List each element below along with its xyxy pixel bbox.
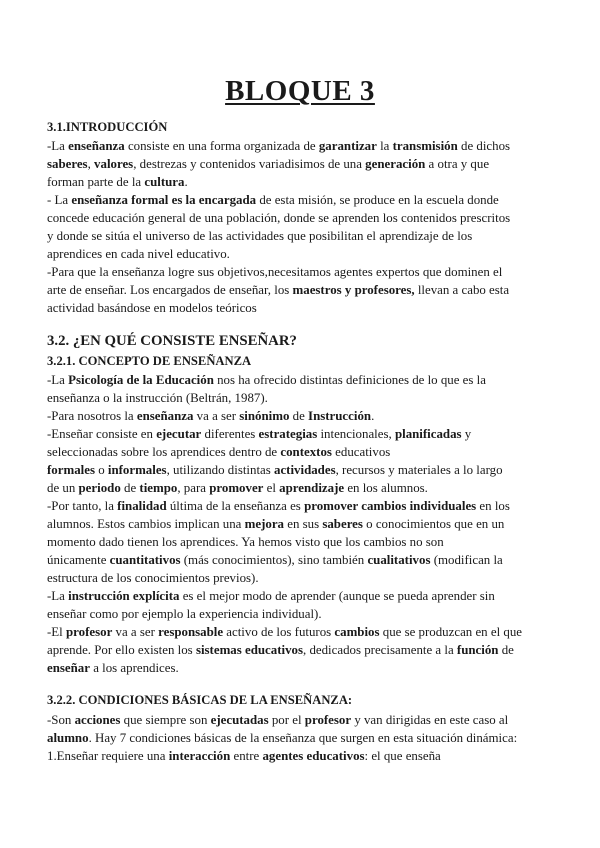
text-run: -Para que la enseñanza logre sus objetivos,necesitamos agentes expertos que dominen el: [47, 265, 503, 279]
bold-term: profesor: [304, 713, 352, 727]
bold-term: ejecutar: [156, 427, 202, 441]
bold-term: promover cambios individuales: [304, 499, 477, 513]
text-run: ,: [87, 157, 95, 171]
bold-term: agentes educativos: [262, 749, 365, 763]
text-run: que siempre son: [120, 713, 211, 727]
text-run: -Por tanto, la: [47, 499, 118, 513]
text-run: -La: [47, 139, 69, 153]
text-run: -La: [47, 373, 69, 387]
bold-term: acciones: [74, 713, 121, 727]
bold-term: aprendizaje: [279, 481, 345, 495]
text-run: enseñar como por ejemplo la experiencia individual).: [47, 607, 322, 621]
text-line: [47, 515, 504, 533]
text-run: aprende. Por ello existen los: [47, 643, 196, 657]
text-line: [47, 245, 230, 263]
text-run: -Para nosotros la: [47, 409, 137, 423]
text-run: y donde se sitúa el universo de las actividades que posibilitan el aprendizaje de los: [47, 229, 473, 243]
text-run: forman parte de la: [47, 175, 145, 189]
text-run: , para: [177, 481, 210, 495]
bold-term: enseñanza: [68, 139, 125, 153]
text-run: última de la enseñanza es: [166, 499, 305, 513]
text-run: arte de enseñar. Los encargados de enseñar, los: [47, 283, 293, 297]
text-run: -Enseñar consiste en: [47, 427, 157, 441]
text-run: estructura de los conocimientos previos).: [47, 571, 259, 585]
text-run: diferentes: [201, 427, 259, 441]
text-line: [47, 641, 514, 659]
text-line: [47, 155, 489, 173]
text-line: [47, 137, 510, 155]
bold-term: instrucción explícita: [68, 589, 180, 603]
section-heading-introduccion: 3.1.INTRODUCCIÓN: [47, 120, 168, 134]
text-run: entre: [230, 749, 263, 763]
text-run: y: [461, 427, 472, 441]
text-run: en los: [476, 499, 510, 513]
bold-term: profesor: [65, 625, 113, 639]
text-line: [47, 425, 471, 443]
text-run: : el que enseña: [364, 749, 441, 763]
text-run: de esta misión, se produce en la escuela donde: [256, 193, 499, 207]
bold-term: contextos: [280, 445, 332, 459]
text-run: seleccionadas sobre los aprendices dentro de: [47, 445, 281, 459]
bold-term: cuantitativos: [109, 553, 181, 567]
text-run: actividad basándose en modelos teóricos: [47, 301, 257, 315]
bold-term: Instrucción: [308, 409, 372, 423]
text-run: por el: [268, 713, 305, 727]
bold-term: enseñanza formal es la encargada: [71, 193, 257, 207]
text-run: de dichos: [457, 139, 511, 153]
text-run: de un: [47, 481, 79, 495]
text-run: .: [184, 175, 188, 189]
bold-term: cambios: [334, 625, 380, 639]
text-line: [47, 263, 502, 281]
text-run: , destrezas y contenidos variadisimos de una: [133, 157, 366, 171]
text-run: de: [498, 643, 514, 657]
bold-term: finalidad: [117, 499, 167, 513]
text-line: [47, 461, 503, 479]
text-run: concede educación general de una población, donde se aprenden los contenidos prescritos: [47, 211, 511, 225]
bold-term: ejecutadas: [210, 713, 269, 727]
text-run: va a ser: [112, 625, 159, 639]
text-run: a otra y que: [425, 157, 490, 171]
subsection-heading-condiciones: 3.2.2. CONDICIONES BÁSICAS DE LA ENSEÑANZA:: [47, 693, 353, 707]
text-line: [47, 389, 268, 407]
bold-term: saberes: [322, 517, 363, 531]
bold-term: enseñanza: [136, 409, 194, 423]
text-run: -Son: [47, 713, 75, 727]
text-run: -El: [47, 625, 66, 639]
text-run: , dedicados precisamente a la: [303, 643, 457, 657]
text-run: (modifican la: [430, 553, 503, 567]
bold-term: sinónimo: [239, 409, 290, 423]
text-run: va a ser: [193, 409, 240, 423]
text-run: activo de los futuros: [223, 625, 335, 639]
bold-term: responsable: [158, 625, 224, 639]
text-line: [47, 227, 472, 245]
bold-term: sistemas educativos: [195, 643, 303, 657]
text-line: [47, 623, 522, 641]
text-run: consiste en una forma organizada de: [124, 139, 319, 153]
text-run: en sus: [284, 517, 323, 531]
bold-term: actividades: [274, 463, 336, 477]
subsection-heading-concepto: 3.2.1. CONCEPTO DE ENSEÑANZA: [47, 354, 252, 368]
section-heading-consiste-ensenar: 3.2. ¿EN QUÉ CONSISTE ENSEÑAR?: [47, 333, 297, 349]
bold-term: cualitativos: [367, 553, 431, 567]
bold-term: maestros y profesores,: [292, 283, 415, 297]
text-run: enseñanza o la instrucción (Beltrán, 1987).: [47, 391, 268, 405]
bold-term: estrategias: [258, 427, 318, 441]
text-run: que se produzcan en el que: [379, 625, 522, 639]
text-run: nos ha ofrecido distintas definiciones de lo que es la: [213, 373, 486, 387]
text-run: , recursos y materiales a lo largo: [335, 463, 503, 477]
page-title: BLOQUE 3: [225, 75, 375, 107]
text-run: de: [120, 481, 140, 495]
bold-term: valores: [94, 157, 134, 171]
bold-term: periodo: [78, 481, 121, 495]
text-run: o conocimientos que en un: [362, 517, 505, 531]
text-line: [47, 659, 179, 677]
bold-term: promover: [209, 481, 264, 495]
text-run: únicamente: [47, 553, 110, 567]
bold-term: saberes: [47, 157, 88, 171]
text-line: [47, 281, 509, 299]
text-run: de: [289, 409, 309, 423]
text-run: 1.Enseñar requiere una: [47, 749, 169, 763]
text-line: [47, 747, 441, 765]
text-line: [47, 497, 510, 515]
text-line: [47, 299, 257, 317]
bold-term: mejora: [244, 517, 285, 531]
text-run: es el mejor modo de aprender (aunque se pueda aprender sin: [179, 589, 495, 603]
text-line: [47, 605, 322, 623]
text-line: [47, 551, 503, 569]
text-run: momento dado tienen los aprendices. Ya hemos visto que los cambios no son: [47, 535, 444, 549]
bold-term: cultura: [144, 175, 185, 189]
text-line: [47, 711, 508, 729]
text-line: [47, 407, 374, 425]
text-line: [47, 569, 259, 587]
text-line: [47, 173, 188, 191]
bold-term: Psicología de la Educación: [68, 373, 214, 387]
text-line: [47, 443, 390, 461]
text-line: [47, 587, 495, 605]
text-line: [47, 209, 510, 227]
bold-term: enseñar: [47, 661, 90, 675]
bold-term: función: [456, 643, 499, 657]
bold-term: tiempo: [139, 481, 178, 495]
bold-term: planificadas: [394, 427, 462, 441]
text-run: , utilizando distintas: [166, 463, 274, 477]
text-run: - La: [47, 193, 72, 207]
text-run: . Hay 7 condiciones básicas de la enseñanza que surgen en esta situación dinámica:: [88, 731, 518, 745]
text-run: intencionales,: [317, 427, 395, 441]
bold-term: alumno: [47, 731, 89, 745]
text-line: [47, 479, 428, 497]
bold-term: informales: [107, 463, 167, 477]
bold-term: generación: [365, 157, 426, 171]
text-line: [47, 533, 444, 551]
text-run: alumnos. Estos cambios implican una: [47, 517, 245, 531]
text-line: [47, 191, 499, 209]
text-run: en los alumnos.: [344, 481, 428, 495]
bold-term: interacción: [168, 749, 231, 763]
bold-term: garantizar: [318, 139, 377, 153]
text-line: [47, 371, 486, 389]
text-run: o: [94, 463, 108, 477]
text-run: .: [371, 409, 375, 423]
text-run: a los aprendices.: [89, 661, 179, 675]
text-run: el: [263, 481, 280, 495]
text-run: -La: [47, 589, 69, 603]
text-run: (más conocimientos), sino también: [180, 553, 368, 567]
text-run: educativos: [331, 445, 391, 459]
text-run: y van dirigidas en este caso al: [351, 713, 509, 727]
text-line: [47, 729, 517, 747]
bold-term: formales: [47, 463, 95, 477]
bold-term: transmisión: [392, 139, 458, 153]
text-run: aprendices en cada nivel educativo.: [47, 247, 230, 261]
text-run: la: [376, 139, 393, 153]
text-run: llevan a cabo esta: [414, 283, 510, 297]
